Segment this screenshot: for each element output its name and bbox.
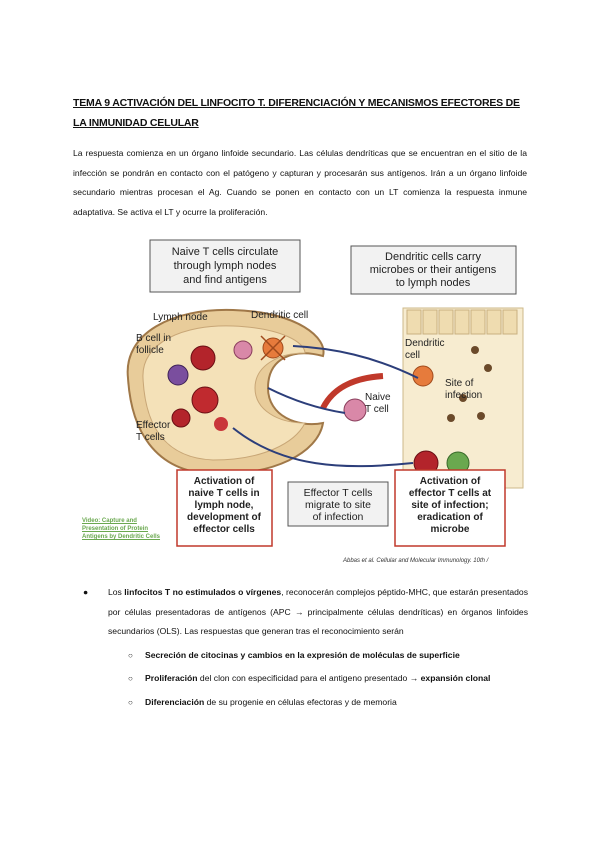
bullet-symbol: ● xyxy=(83,587,89,597)
svg-text:site of infection;: site of infection; xyxy=(411,500,489,511)
svg-text:effector T cells at: effector T cells at xyxy=(408,488,492,499)
label-naive-t-2: T cell xyxy=(365,404,389,415)
label-site-1: Site of xyxy=(445,378,474,389)
sub-item-proliferacion: ○ Proliferación del clon con especificidad para el antigeno presentado → expansión clonal xyxy=(128,673,491,683)
label-site-2: infection xyxy=(445,390,483,401)
svg-text:microbe: microbe xyxy=(430,524,470,535)
svg-text:Effector T cells: Effector T cells xyxy=(303,487,373,499)
video-link[interactable]: Video: Capture and Presentation of Protein Antigens by Dendritic Cells xyxy=(82,518,161,540)
immune-response-figure xyxy=(83,238,535,560)
naive-box-line3: and find antigens xyxy=(183,274,267,286)
label-effector-2: T cells xyxy=(136,432,165,443)
svg-text:eradication of: eradication of xyxy=(417,512,483,523)
label-dendritic-cell: Dendritic cell xyxy=(251,310,309,321)
svg-text:migrate to site: migrate to site xyxy=(305,499,371,511)
b-cell xyxy=(168,365,188,385)
svg-text:Activation of: Activation of xyxy=(419,476,481,487)
svg-text:effector cells: effector cells xyxy=(193,524,255,535)
naive-box-line2: through lymph nodes xyxy=(173,260,277,272)
document-title: TEMA 9 ACTIVACIÓN DEL LINFOCITO T. DIFERENCIACIÓN Y MECANISMOS EFECTORES DE LA INMUNIDAD CELULAR xyxy=(73,97,520,129)
bullet-list xyxy=(73,583,528,712)
label-b-cell-1: B cell in xyxy=(136,333,172,344)
sub-item-diferenciacion: ○ Diferenciación de su progenie en células efectoras y de memoria xyxy=(128,696,397,707)
label-b-cell-2: follicle xyxy=(136,345,164,356)
svg-text:lymph node,: lymph node, xyxy=(194,500,254,511)
bullet-item: ● Los linfocitos T no estimulados o vírgenes, reconocerán complejos péptido-MHC, que estarán presentados por células presentadoras de antígenos (APC → principalmente células dendríticas) en órganos linfoides secundarios (OLS). Las respuestas que generan tras el reconocimiento serán xyxy=(73,583,528,642)
label-effector-1: Effector xyxy=(136,420,171,431)
t-cell-1 xyxy=(191,346,215,370)
naive-t-cell xyxy=(344,399,366,421)
label-naive-t-1: Naive xyxy=(365,392,391,403)
label-dendritic-right-1: Dendritic xyxy=(405,338,445,349)
dendritic-box-line3: to lymph nodes xyxy=(395,277,471,289)
svg-text:naive T cells in: naive T cells in xyxy=(188,488,260,499)
svg-text:of infection: of infection xyxy=(312,511,364,523)
intro-paragraph: La respuesta comienza en un órgano linfoide secundario. Las células dendríticas que se encuentran en el sitio de la infección se pondrán en contacto con el patógeno y capturan y procesarán sus antígenos. Irán a un órgano linfoide secundario mientras procesan el Ag. Cuando se ponen en contacto con un LT comienza la respuesta inmune adaptativa. Se activa el LT y ocurre la proliferación. xyxy=(73,148,527,217)
label-lymph-node: Lymph node xyxy=(153,312,208,323)
svg-text:Activation of: Activation of xyxy=(193,476,255,487)
figure-citation: Abbas et al. Cellular and Molecular Immunology. 10th / xyxy=(343,558,489,564)
svg-text:development of: development of xyxy=(187,512,261,523)
t-cell-2 xyxy=(192,387,218,413)
dendritic-box-line2: microbes or their antigens xyxy=(369,264,497,276)
naive-t-lymph xyxy=(234,341,252,359)
dendritic-box-line1: Dendritic cells carry xyxy=(385,251,481,263)
sub-item-secrecion: ○ Secreción de citocinas y cambios en la expresión de moléculas de superficie xyxy=(128,649,460,660)
label-dendritic-right-2: cell xyxy=(405,350,421,361)
naive-box-line1: Naive T cells circulate xyxy=(171,246,279,258)
